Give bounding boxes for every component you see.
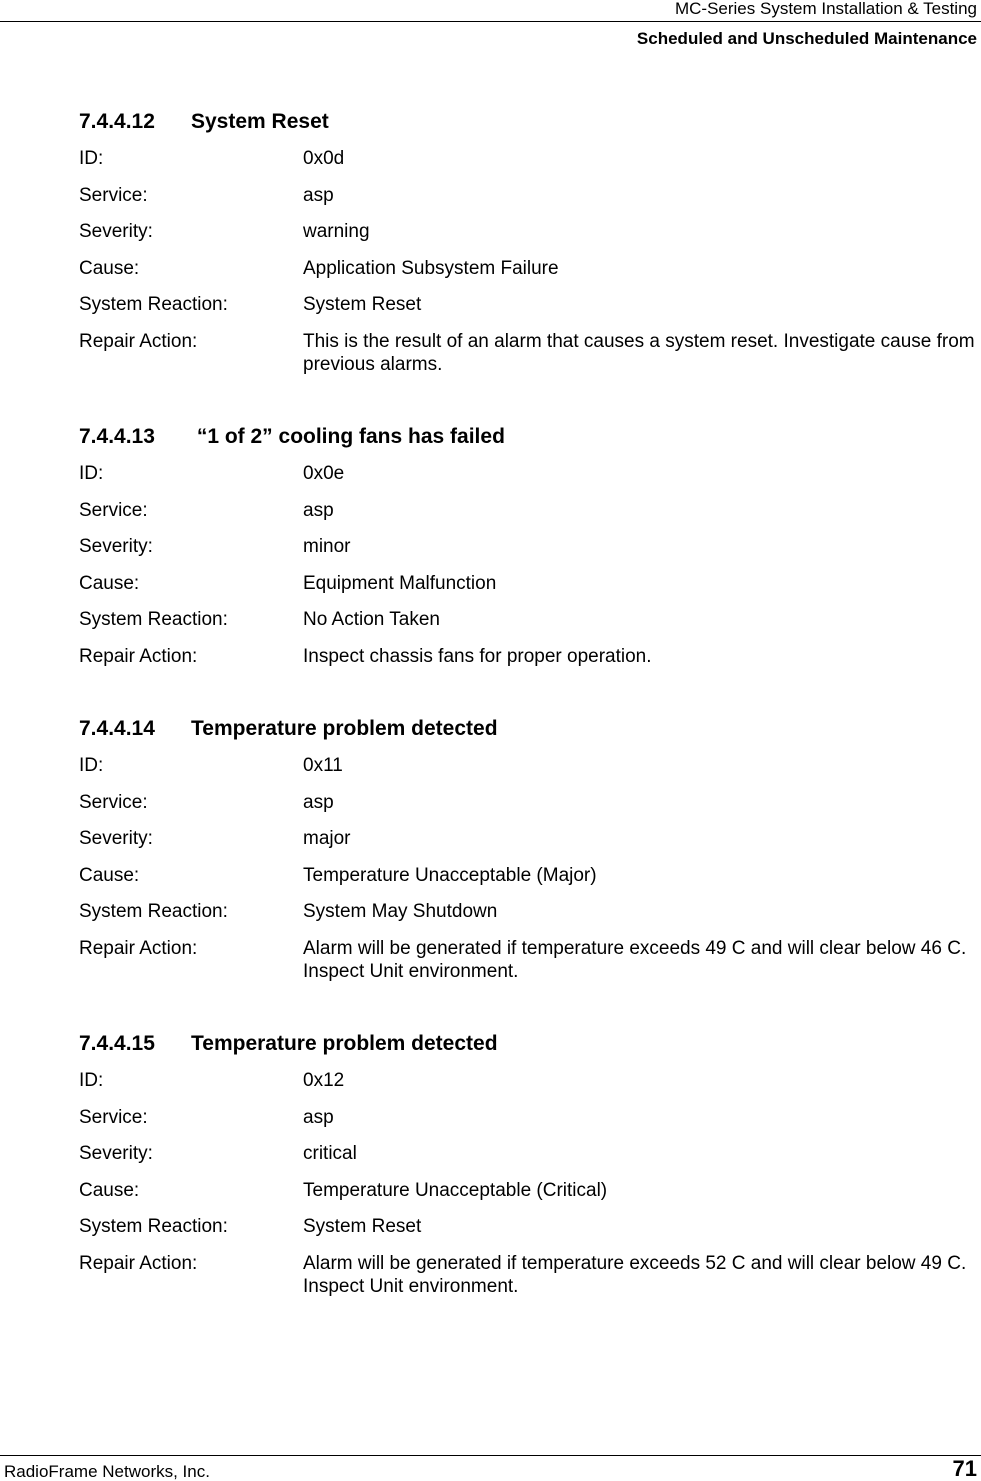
cause-label: Cause:	[79, 1179, 140, 1201]
severity-label: Severity:	[79, 1143, 153, 1164]
page-header	[0, 0, 981, 52]
section-heading	[79, 425, 979, 449]
reaction-value: System Reset	[303, 1216, 422, 1237]
severity-row	[79, 1142, 979, 1165]
page-number: 71	[952, 1456, 977, 1481]
severity-label: Severity:	[79, 221, 153, 242]
id-label: ID:	[79, 755, 104, 776]
service-value: asp	[303, 499, 334, 521]
section-number: 7.4.4.13	[79, 425, 155, 448]
service-row	[79, 791, 979, 814]
reaction-label: System Reaction:	[79, 901, 228, 922]
severity-value: critical	[303, 1143, 357, 1164]
id-label: ID:	[79, 463, 104, 484]
severity-value: minor	[303, 536, 351, 557]
section-number: 7.4.4.12	[79, 110, 155, 133]
alarm-section	[79, 717, 979, 983]
repair-label: Repair Action:	[79, 645, 198, 667]
section-title: System Reset	[191, 110, 329, 133]
section-number: 7.4.4.14	[79, 717, 155, 740]
repair-label: Repair Action:	[79, 1252, 198, 1274]
service-row	[79, 184, 979, 207]
repair-label: Repair Action:	[79, 937, 198, 959]
cause-label: Cause:	[79, 572, 140, 594]
reaction-row	[79, 1215, 979, 1238]
alarm-section	[79, 425, 979, 668]
service-label: Service:	[79, 184, 148, 206]
alarm-section	[79, 110, 979, 376]
reaction-value: System May Shutdown	[303, 901, 498, 922]
company-name: RadioFrame Networks, Inc.	[4, 1462, 210, 1481]
cause-label: Cause:	[79, 257, 140, 279]
service-value: asp	[303, 1106, 334, 1128]
chapter-title: Scheduled and Unscheduled Maintenance	[636, 29, 977, 48]
service-label: Service:	[79, 1106, 148, 1128]
id-row	[79, 754, 979, 777]
id-row	[79, 462, 979, 485]
id-row	[79, 147, 979, 170]
repair-value: This is the result of an alarm that causes a system reset. Investigate cause from previous alarms.	[303, 330, 975, 375]
id-label: ID:	[79, 1070, 104, 1091]
id-value: 0x11	[303, 755, 343, 776]
reaction-value: No Action Taken	[303, 609, 440, 630]
repair-value: Alarm will be generated if temperature exceeds 49 C and will clear below 46 C. Inspect Unit environment.	[303, 937, 967, 982]
id-value: 0x0e	[303, 463, 345, 484]
section-number: 7.4.4.15	[79, 1032, 155, 1055]
severity-value: major	[303, 828, 351, 849]
section-heading	[79, 110, 979, 134]
cause-value: Equipment Malfunction	[303, 572, 497, 594]
document-title: MC-Series System Installation & Testing	[674, 0, 977, 18]
service-row	[79, 1106, 979, 1129]
header-divider	[0, 21, 981, 22]
section-title: Temperature problem detected	[191, 717, 498, 740]
cause-row	[79, 1179, 979, 1202]
severity-row	[79, 535, 979, 558]
page-footer	[0, 1451, 981, 1481]
repair-label: Repair Action:	[79, 330, 198, 352]
section-heading	[79, 1032, 979, 1056]
id-row	[79, 1069, 979, 1092]
reaction-row	[79, 293, 979, 316]
severity-row	[79, 220, 979, 243]
reaction-row	[79, 608, 979, 631]
repair-row	[79, 645, 979, 668]
severity-label: Severity:	[79, 828, 153, 849]
repair-value: Alarm will be generated if temperature exceeds 52 C and will clear below 49 C. Inspect Unit environment.	[303, 1252, 967, 1297]
service-value: asp	[303, 791, 334, 813]
section-heading	[79, 717, 979, 741]
service-label: Service:	[79, 791, 148, 813]
cause-row	[79, 572, 979, 595]
reaction-label: System Reaction:	[79, 294, 228, 315]
section-spacer	[79, 996, 979, 1032]
cause-value: Application Subsystem Failure	[303, 257, 559, 279]
repair-value: Inspect chassis fans for proper operation.	[303, 645, 652, 667]
cause-value: Temperature Unacceptable (Major)	[303, 864, 597, 886]
section-title: “1 of 2” cooling fans has failed	[191, 425, 505, 448]
severity-row	[79, 827, 979, 850]
page-content	[79, 110, 979, 1311]
service-row	[79, 499, 979, 522]
reaction-label: System Reaction:	[79, 609, 228, 630]
reaction-label: System Reaction:	[79, 1216, 228, 1237]
severity-label: Severity:	[79, 536, 153, 557]
repair-row	[79, 1252, 979, 1298]
cause-value: Temperature Unacceptable (Critical)	[303, 1179, 608, 1201]
repair-row	[79, 937, 979, 983]
severity-value: warning	[303, 221, 370, 242]
cause-label: Cause:	[79, 864, 140, 886]
id-value: 0x0d	[303, 148, 345, 169]
section-spacer	[79, 389, 979, 425]
section-title: Temperature problem detected	[191, 1032, 498, 1055]
reaction-value: System Reset	[303, 294, 422, 315]
section-spacer	[79, 681, 979, 717]
cause-row	[79, 864, 979, 887]
id-label: ID:	[79, 148, 104, 169]
repair-row	[79, 330, 979, 376]
service-value: asp	[303, 184, 334, 206]
cause-row	[79, 257, 979, 280]
service-label: Service:	[79, 499, 148, 521]
id-value: 0x12	[303, 1070, 345, 1091]
alarm-section	[79, 1032, 979, 1298]
reaction-row	[79, 900, 979, 923]
footer-divider	[0, 1455, 981, 1456]
